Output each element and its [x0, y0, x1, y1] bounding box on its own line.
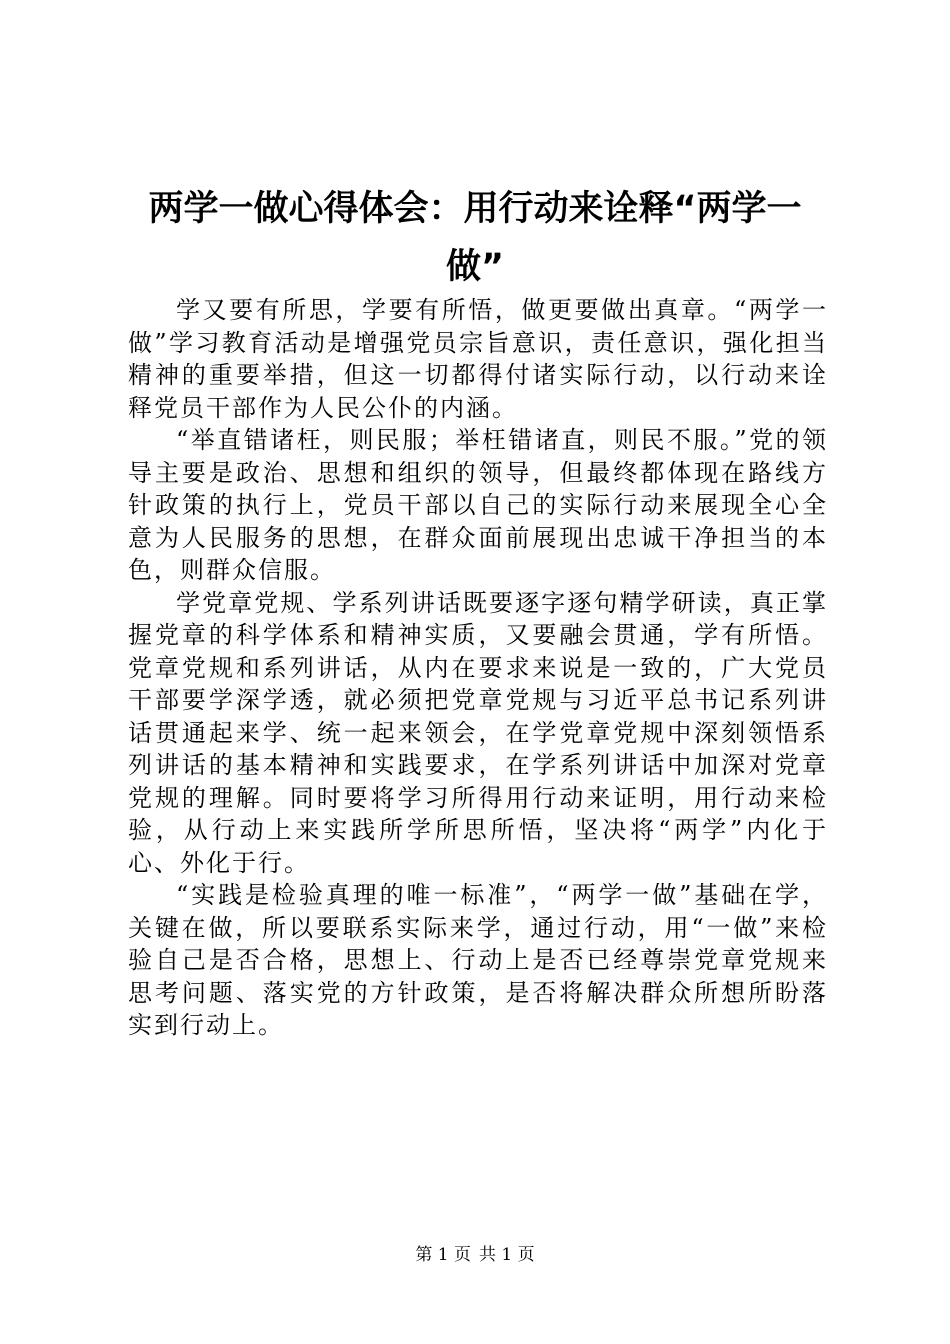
page-number: 第 1 页: [415, 1245, 471, 1265]
paragraph-3: 学党章党规、学系列讲话既要逐字逐句精学研读，真正掌握党章的科学体系和精神实质，又要融会贯通，学有所悟。党章党规和系列讲话，从内在要求来说是一致的，广大党员干部要学深学透，就必须把党章党规与习近平总书记系列讲话贯通起来学、统一起来领会，在学党章党规中深刻领悟系列讲话的基本精神和实践要求，在学系列讲话中加深对党章党规的理解。同时要将学习所得用行动来证明，用行动来检验，从行动上来实践所学所思所悟，坚决将“两学”内化于心、外化于行。: [128, 588, 828, 877]
page-footer: [0, 1244, 950, 1266]
document-title: 两学一做心得体会：用行动来诠释“两学一做”: [148, 189, 802, 287]
document-body: [128, 294, 828, 1042]
paragraph-2: “举直错诸枉，则民服；举枉错诸直，则民不服。”党的领导主要是政治、思想和组织的领导，但最终都体现在路线方针政策的执行上，党员干部以自己的实际行动来展现全心全意为人民服务的思想，在群众面前展现出忠诚干净担当的本色，则群众信服。: [128, 426, 828, 584]
page-total: 共 1 页: [479, 1245, 535, 1265]
paragraph-1: 学又要有所思，学要有所悟，做更要做出真章。“两学一做”学习教育活动是增强党员宗旨意识，责任意识，强化担当精神的重要举措，但这一切都得付诸实际行动，以行动来诠释党员干部作为人民公仆的内涵。: [128, 296, 828, 422]
paragraph-4: “实践是检验真理的唯一标准”，“两学一做”基础在学，关键在做，所以要联系实际来学，通过行动，用“一做”来检验自己是否合格，思想上、行动上是否已经尊崇党章党规来思考问题、落实党的方针政策，是否将解决群众所想所盼落实到行动上。: [128, 881, 828, 1039]
